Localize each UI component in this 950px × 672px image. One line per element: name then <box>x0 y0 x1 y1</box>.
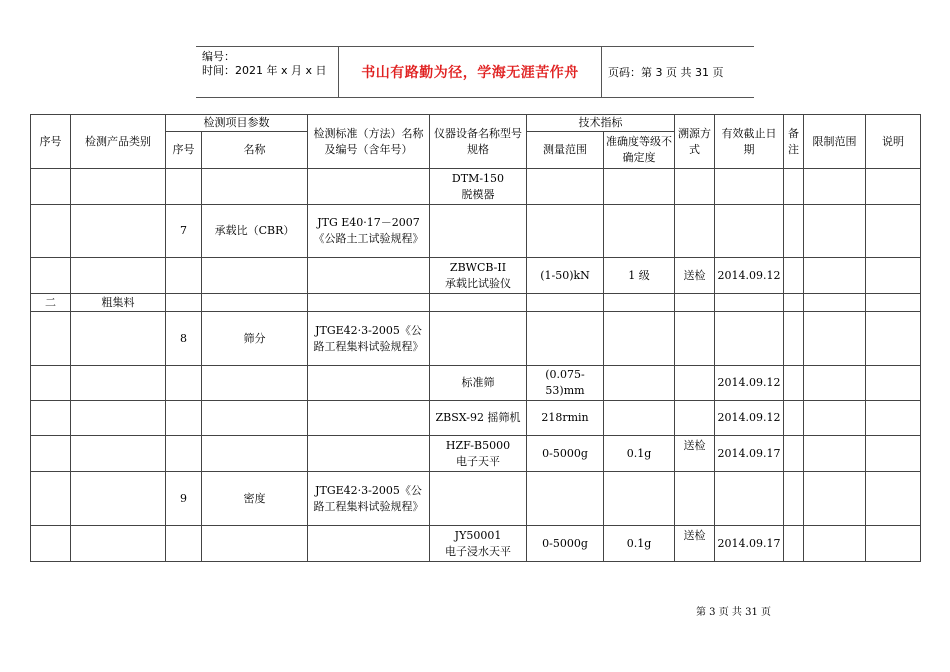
cell-trace <box>675 312 715 366</box>
cell-limit <box>804 258 866 294</box>
cell-seq: 二 <box>31 294 71 312</box>
cell-trace: 送检 <box>675 526 715 562</box>
cell-valid: 2014.09.12 <box>715 258 784 294</box>
cell-note <box>866 205 921 258</box>
header-seq: 序号 <box>31 115 71 169</box>
cell-range: (0.075- 53)mm <box>527 366 604 401</box>
cell-item-name <box>202 526 308 562</box>
cell-note <box>866 526 921 562</box>
header-accuracy: 准确度等级不确定度 <box>604 132 675 169</box>
cell-standard <box>308 366 430 401</box>
cell-range <box>527 169 604 205</box>
cell-note <box>866 366 921 401</box>
cell-valid <box>715 169 784 205</box>
cell-instrument: HZF-B5000 电子天平 <box>430 436 527 472</box>
cell-range <box>527 205 604 258</box>
cell-limit <box>804 294 866 312</box>
cell-seq <box>31 205 71 258</box>
cell-category <box>71 169 166 205</box>
cell-standard <box>308 258 430 294</box>
cell-standard <box>308 294 430 312</box>
cell-note <box>866 312 921 366</box>
cell-accuracy <box>604 169 675 205</box>
cell-item-seq <box>166 436 202 472</box>
cell-standard <box>308 436 430 472</box>
header-limit: 限制范围 <box>804 115 866 169</box>
header-item-name: 名称 <box>202 132 308 169</box>
cell-item-seq <box>166 258 202 294</box>
cell-item-name <box>202 294 308 312</box>
cell-range: 0-5000g <box>527 436 604 472</box>
cell-limit <box>804 366 866 401</box>
cell-item-seq <box>166 401 202 436</box>
cell-accuracy: 0.1g <box>604 526 675 562</box>
cell-range <box>527 472 604 526</box>
cell-limit <box>804 312 866 366</box>
cell-seq <box>31 401 71 436</box>
cell-note <box>866 258 921 294</box>
cell-range: (1-50)kN <box>527 258 604 294</box>
cell-instrument <box>430 205 527 258</box>
cell-category <box>71 401 166 436</box>
header-instrument: 仪器设备名称型号规格 <box>430 115 527 169</box>
page-label: 页码：第 3 页 共 31 页 <box>608 65 724 79</box>
header-note: 说明 <box>866 115 921 169</box>
cell-limit <box>804 472 866 526</box>
header-item-params: 检测项目参数 <box>166 115 308 132</box>
cell-category <box>71 312 166 366</box>
cell-remark <box>784 294 804 312</box>
cell-remark <box>784 312 804 366</box>
cell-valid <box>715 294 784 312</box>
cell-valid: 2014.09.17 <box>715 436 784 472</box>
cell-remark <box>784 205 804 258</box>
header-range: 测量范围 <box>527 132 604 169</box>
document-header <box>196 46 754 98</box>
cell-limit <box>804 205 866 258</box>
cell-trace <box>675 401 715 436</box>
cell-instrument: ZBWCB-II 承载比试验仪 <box>430 258 527 294</box>
cell-standard <box>308 401 430 436</box>
cell-range <box>527 312 604 366</box>
cell-standard <box>308 169 430 205</box>
cell-valid: 2014.09.12 <box>715 401 784 436</box>
cell-accuracy: 1 级 <box>604 258 675 294</box>
cell-seq <box>31 526 71 562</box>
table-row <box>31 401 921 436</box>
cell-category <box>71 526 166 562</box>
cell-standard <box>308 526 430 562</box>
cell-instrument <box>430 294 527 312</box>
cell-item-seq <box>166 366 202 401</box>
header-page-cell <box>602 47 754 97</box>
cell-item-name <box>202 401 308 436</box>
table-row <box>31 169 921 205</box>
cell-instrument: JY50001 电子浸水天平 <box>430 526 527 562</box>
cell-limit <box>804 526 866 562</box>
cell-accuracy <box>604 366 675 401</box>
cell-valid <box>715 312 784 366</box>
cell-item-name: 承载比（CBR） <box>202 205 308 258</box>
cell-item-name: 密度 <box>202 472 308 526</box>
cell-instrument: DTM-150 脱模器 <box>430 169 527 205</box>
cell-accuracy <box>604 472 675 526</box>
cell-limit <box>804 436 866 472</box>
cell-item-name: 筛分 <box>202 312 308 366</box>
cell-item-name <box>202 169 308 205</box>
cell-seq <box>31 258 71 294</box>
cell-accuracy <box>604 401 675 436</box>
cell-seq <box>31 366 71 401</box>
table-row <box>31 472 921 526</box>
cell-note <box>866 294 921 312</box>
header-remark: 备注 <box>784 115 804 169</box>
cell-trace <box>675 169 715 205</box>
page-footer: 第 3 页 共 31 页 <box>696 607 771 618</box>
table-row <box>31 312 921 366</box>
cell-trace: 送检 <box>675 436 715 472</box>
cell-accuracy <box>604 294 675 312</box>
cell-range <box>527 294 604 312</box>
cell-standard: JTGE42·3-2005《公路工程集料试验规程》 <box>308 312 430 366</box>
cell-remark <box>784 526 804 562</box>
cell-seq <box>31 472 71 526</box>
cell-remark <box>784 366 804 401</box>
cell-remark <box>784 401 804 436</box>
motto-text: 书山有路勤为径，学海无涯苦作舟 <box>361 65 579 81</box>
header-standard: 检测标准（方法）名称及编号（含年号） <box>308 115 430 169</box>
cell-category <box>71 205 166 258</box>
cell-trace <box>675 205 715 258</box>
cell-item-name <box>202 366 308 401</box>
cell-item-seq: 8 <box>166 312 202 366</box>
cell-seq <box>31 312 71 366</box>
cell-accuracy <box>604 312 675 366</box>
cell-category <box>71 472 166 526</box>
header-motto-cell <box>339 47 602 97</box>
cell-trace: 送检 <box>675 258 715 294</box>
cell-remark <box>784 169 804 205</box>
cell-note <box>866 436 921 472</box>
cell-valid: 2014.09.17 <box>715 526 784 562</box>
cell-category <box>71 366 166 401</box>
cell-item-seq <box>166 294 202 312</box>
cell-category <box>71 436 166 472</box>
table-row <box>31 436 921 472</box>
cell-seq <box>31 436 71 472</box>
cell-limit <box>804 169 866 205</box>
cell-item-seq <box>166 169 202 205</box>
cell-accuracy <box>604 205 675 258</box>
header-valid: 有效截止日期 <box>715 115 784 169</box>
cell-item-seq <box>166 526 202 562</box>
cell-category: 粗集料 <box>71 294 166 312</box>
cell-note <box>866 472 921 526</box>
header-item-seq: 序号 <box>166 132 202 169</box>
time-label: 时间：2021 年 x 月 x 日 <box>202 64 327 77</box>
cell-remark <box>784 258 804 294</box>
table-row <box>31 366 921 401</box>
cell-valid <box>715 205 784 258</box>
cell-standard: JTGE42·3-2005《公路工程集料试验规程》 <box>308 472 430 526</box>
cell-item-name <box>202 436 308 472</box>
cell-range: 218rmin <box>527 401 604 436</box>
cell-seq <box>31 169 71 205</box>
cell-item-name <box>202 258 308 294</box>
cell-valid <box>715 472 784 526</box>
cell-limit <box>804 401 866 436</box>
cell-note <box>866 401 921 436</box>
cell-trace <box>675 366 715 401</box>
cell-remark <box>784 436 804 472</box>
header-tech: 技术指标 <box>527 115 675 132</box>
cell-instrument: 标准筛 <box>430 366 527 401</box>
cell-standard: JTG E40·17－2007《公路土工试验规程》 <box>308 205 430 258</box>
header-meta <box>196 47 339 97</box>
header-trace: 溯源方式 <box>675 115 715 169</box>
cell-instrument <box>430 312 527 366</box>
cell-instrument <box>430 472 527 526</box>
cell-instrument: ZBSX-92 摇筛机 <box>430 401 527 436</box>
cell-trace <box>675 294 715 312</box>
number-label: 编号： <box>202 50 235 63</box>
cell-remark <box>784 472 804 526</box>
cell-item-seq: 7 <box>166 205 202 258</box>
cell-valid: 2014.09.12 <box>715 366 784 401</box>
cell-category <box>71 258 166 294</box>
cell-accuracy: 0.1g <box>604 436 675 472</box>
inspection-table <box>30 114 921 562</box>
table-row <box>31 294 921 312</box>
table-row <box>31 526 921 562</box>
cell-trace <box>675 472 715 526</box>
cell-range: 0-5000g <box>527 526 604 562</box>
table-row <box>31 258 921 294</box>
cell-note <box>866 169 921 205</box>
header-category: 检测产品类别 <box>71 115 166 169</box>
table-row <box>31 205 921 258</box>
cell-item-seq: 9 <box>166 472 202 526</box>
